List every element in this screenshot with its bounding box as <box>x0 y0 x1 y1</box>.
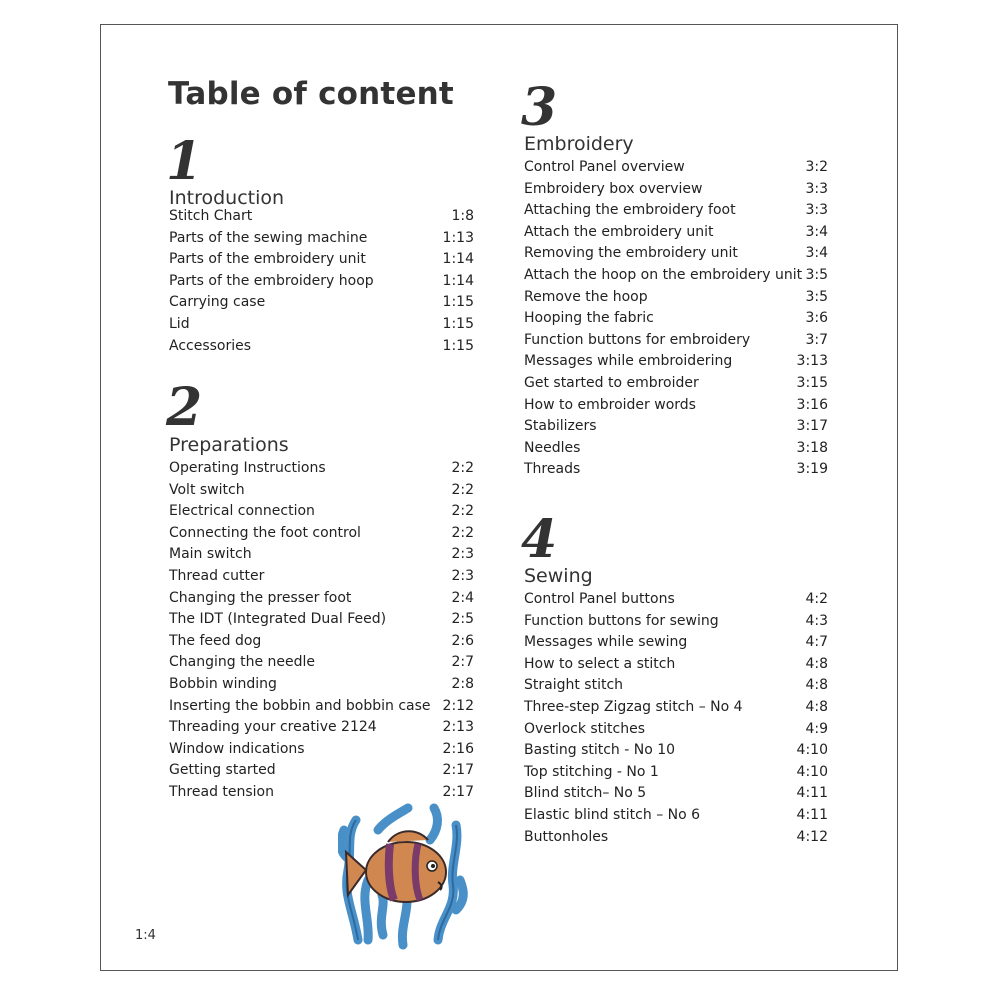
toc-entry <box>169 718 474 736</box>
toc-entry-label: Blind stitch– No 5 <box>524 785 647 802</box>
toc-entry <box>169 293 474 311</box>
section-1-number: 1 <box>166 131 203 192</box>
toc-entry-page: 3:16 <box>796 396 828 413</box>
toc-entry-label: Parts of the embroidery hoop <box>169 272 374 289</box>
toc-entry-label: The IDT (Integrated Dual Feed) <box>169 611 387 628</box>
toc-entry-label: Stabilizers <box>524 418 597 435</box>
toc-entry <box>524 698 828 716</box>
toc-entry-label: Inserting the bobbin and bobbin case <box>169 697 431 714</box>
toc-entry-label: Get started to embroider <box>524 375 699 391</box>
toc-entry-label: Thread tension <box>169 784 274 800</box>
toc-entry <box>524 374 828 392</box>
toc-entry-page: 2:2 <box>451 524 474 541</box>
section-3-heading: Embroidery <box>524 133 634 155</box>
toc-entry-page: 3:3 <box>805 180 828 197</box>
toc-entry-label: Top stitching - No 1 <box>524 763 659 780</box>
toc-entry-label: Function buttons for embroidery <box>524 331 751 348</box>
toc-entry-page: 4:2 <box>805 591 828 607</box>
toc-entry <box>524 655 828 673</box>
toc-entry-label: Getting started <box>169 762 276 779</box>
toc-entry-label: Connecting the foot control <box>169 524 361 541</box>
toc-entry <box>169 315 474 333</box>
toc-entry <box>524 806 828 824</box>
toc-entry <box>524 417 828 435</box>
toc-entry <box>524 439 828 457</box>
fish-coral-icon <box>338 800 468 950</box>
toc-entry-page: 2:8 <box>451 676 474 692</box>
toc-entry-page: 2:3 <box>451 568 474 584</box>
toc-entry-page: 1:14 <box>442 272 474 289</box>
toc-entry <box>524 590 828 608</box>
toc-entry-page: 4:10 <box>796 742 828 759</box>
toc-entry-label: Threads <box>524 461 581 478</box>
toc-entry-page: 3:6 <box>805 310 828 327</box>
toc-entry-page: 4:10 <box>796 763 828 780</box>
toc-entry-label: Window indications <box>169 740 305 757</box>
toc-entry-page: 3:4 <box>805 245 828 262</box>
toc-entry-page: 2:2 <box>451 503 474 520</box>
toc-entry-label: Thread cutter <box>169 568 265 584</box>
toc-entry-page: 3:5 <box>805 267 828 283</box>
toc-entry <box>524 828 828 846</box>
toc-entry-label: Carrying case <box>169 294 266 311</box>
toc-entry-label: Removing the embroidery unit <box>524 245 738 262</box>
toc-entry-label: Straight stitch <box>524 677 624 694</box>
toc-entry-page: 4:11 <box>796 785 828 802</box>
toc-entry-label: The feed dog <box>169 632 262 649</box>
toc-entry-label: Hooping the fabric <box>524 310 654 327</box>
toc-entry <box>169 567 474 585</box>
toc-entry <box>169 675 474 693</box>
toc-entry <box>524 784 828 802</box>
toc-entry-label: Parts of the sewing machine <box>169 229 368 246</box>
toc-entry-page: 2:13 <box>442 719 474 736</box>
toc-entry <box>169 697 474 715</box>
toc-entry-page: 3:3 <box>805 202 828 219</box>
toc-entry-page: 4:7 <box>805 634 828 651</box>
toc-entry-page: 4:12 <box>796 828 828 845</box>
toc-entry-label: Buttonholes <box>524 828 609 845</box>
toc-entry-page: 1:8 <box>451 208 474 224</box>
toc-entry-label: How to select a stitch <box>524 655 676 672</box>
toc-entry <box>169 740 474 758</box>
toc-entry <box>524 676 828 694</box>
toc-entry-label: Threading your creative 2124 <box>169 719 377 736</box>
toc-entry-page: 3:15 <box>796 375 828 391</box>
toc-entry-page: 2:17 <box>442 784 474 800</box>
toc-entry-page: 2:2 <box>451 481 474 498</box>
toc-entry <box>169 337 474 355</box>
toc-entry <box>524 633 828 651</box>
toc-entry-page: 3:7 <box>805 331 828 348</box>
toc-entry-label: Three-step Zigzag stitch – No 4 <box>524 699 743 715</box>
toc-entry <box>169 250 474 268</box>
toc-entry-page: 3:19 <box>796 461 828 478</box>
toc-entry-page: 1:15 <box>442 294 474 311</box>
toc-entry <box>169 207 474 225</box>
toc-entry-page: 1:15 <box>442 316 474 332</box>
toc-entry <box>169 272 474 290</box>
toc-entry-label: Control Panel overview <box>524 159 685 175</box>
page-title: Table of content <box>168 76 454 112</box>
toc-entry-page: 1:13 <box>442 229 474 246</box>
toc-entry <box>169 653 474 671</box>
toc-entry <box>524 352 828 370</box>
toc-entry <box>524 158 828 176</box>
toc-entry <box>524 266 828 284</box>
toc-entry-page: 2:3 <box>451 546 474 563</box>
toc-entry-label: Embroidery box overview <box>524 180 703 197</box>
toc-entry-label: Attach the hoop on the embroidery unit <box>524 267 803 283</box>
toc-entry-label: Needles <box>524 439 581 456</box>
toc-entry-page: 4:9 <box>805 720 828 737</box>
section-2-heading: Preparations <box>169 434 289 456</box>
toc-entry-label: Basting stitch - No 10 <box>524 742 676 759</box>
toc-entry <box>169 481 474 499</box>
toc-entry-label: Messages while embroidering <box>524 353 733 370</box>
toc-entry-page: 3:18 <box>796 439 828 456</box>
toc-entry <box>169 589 474 607</box>
toc-entry-page: 4:3 <box>805 612 828 629</box>
toc-entry-label: Function buttons for sewing <box>524 612 719 629</box>
toc-entry <box>169 459 474 477</box>
section-4-number: 4 <box>521 509 558 570</box>
toc-entry-page: 2:12 <box>442 697 474 714</box>
toc-entry-label: Bobbin winding <box>169 676 277 692</box>
toc-entry <box>524 180 828 198</box>
toc-entry-page: 3:2 <box>805 159 828 175</box>
section-2-number: 2 <box>166 377 203 438</box>
toc-entry-label: Elastic blind stitch – No 6 <box>524 807 701 823</box>
toc-entry-label: Messages while sewing <box>524 634 688 651</box>
toc-entry <box>524 720 828 738</box>
toc-entry-label: Stitch Chart <box>169 208 253 224</box>
toc-entry <box>524 331 828 349</box>
toc-entry <box>524 223 828 241</box>
toc-entry <box>524 763 828 781</box>
toc-entry <box>169 761 474 779</box>
toc-entry <box>524 244 828 262</box>
toc-entry-label: Electrical connection <box>169 503 315 520</box>
toc-entry <box>524 396 828 414</box>
toc-entry-page: 2:6 <box>451 632 474 649</box>
toc-entry-label: Remove the hoop <box>524 288 648 305</box>
toc-entry-page: 2:17 <box>442 762 474 779</box>
toc-entry <box>524 741 828 759</box>
toc-entry-page: 3:17 <box>796 418 828 435</box>
toc-entry <box>169 545 474 563</box>
toc-entry-page: 3:5 <box>805 288 828 305</box>
toc-entry <box>524 460 828 478</box>
toc-entry-page: 1:15 <box>442 337 474 354</box>
toc-entry <box>169 783 474 801</box>
toc-entry-page: 4:11 <box>796 807 828 823</box>
toc-entry-label: Control Panel buttons <box>524 591 675 607</box>
section-3-number: 3 <box>521 77 558 138</box>
toc-entry-label: Changing the needle <box>169 654 316 671</box>
toc-entry-label: Main switch <box>169 546 252 563</box>
toc-entry-page: 1:14 <box>442 251 474 268</box>
toc-entry <box>524 309 828 327</box>
toc-entry-page: 2:4 <box>451 589 474 606</box>
toc-entry-label: How to embroider words <box>524 396 696 413</box>
toc-entry <box>524 612 828 630</box>
toc-entry-page: 3:4 <box>805 223 828 240</box>
toc-entry-label: Volt switch <box>169 481 245 498</box>
toc-entry <box>524 288 828 306</box>
toc-entry <box>524 201 828 219</box>
toc-entry-page: 2:2 <box>451 460 474 476</box>
toc-entry-page: 2:5 <box>451 611 474 628</box>
toc-entry-label: Accessories <box>169 337 252 354</box>
toc-entry <box>169 632 474 650</box>
section-4-heading: Sewing <box>524 565 593 587</box>
toc-entry <box>169 610 474 628</box>
toc-entry-label: Changing the presser foot <box>169 589 352 606</box>
section-1-heading: Introduction <box>169 187 285 209</box>
toc-entry-page: 2:16 <box>442 740 474 757</box>
toc-entry-page: 4:8 <box>805 677 828 694</box>
toc-entry <box>169 524 474 542</box>
toc-entry-page: 4:8 <box>805 655 828 672</box>
toc-entry-label: Operating Instructions <box>169 460 326 476</box>
toc-entry-label: Attach the embroidery unit <box>524 223 714 240</box>
toc-entry-page: 4:8 <box>805 699 828 715</box>
page-number: 1:4 <box>135 928 156 943</box>
toc-entry <box>169 229 474 247</box>
toc-entry-page: 2:7 <box>451 654 474 671</box>
toc-entry-label: Lid <box>169 316 190 332</box>
toc-entry <box>169 502 474 520</box>
toc-entry-page: 3:13 <box>796 353 828 370</box>
toc-entry-label: Parts of the embroidery unit <box>169 251 366 268</box>
toc-entry-label: Attaching the embroidery foot <box>524 202 736 219</box>
toc-entry-label: Overlock stitches <box>524 720 646 737</box>
